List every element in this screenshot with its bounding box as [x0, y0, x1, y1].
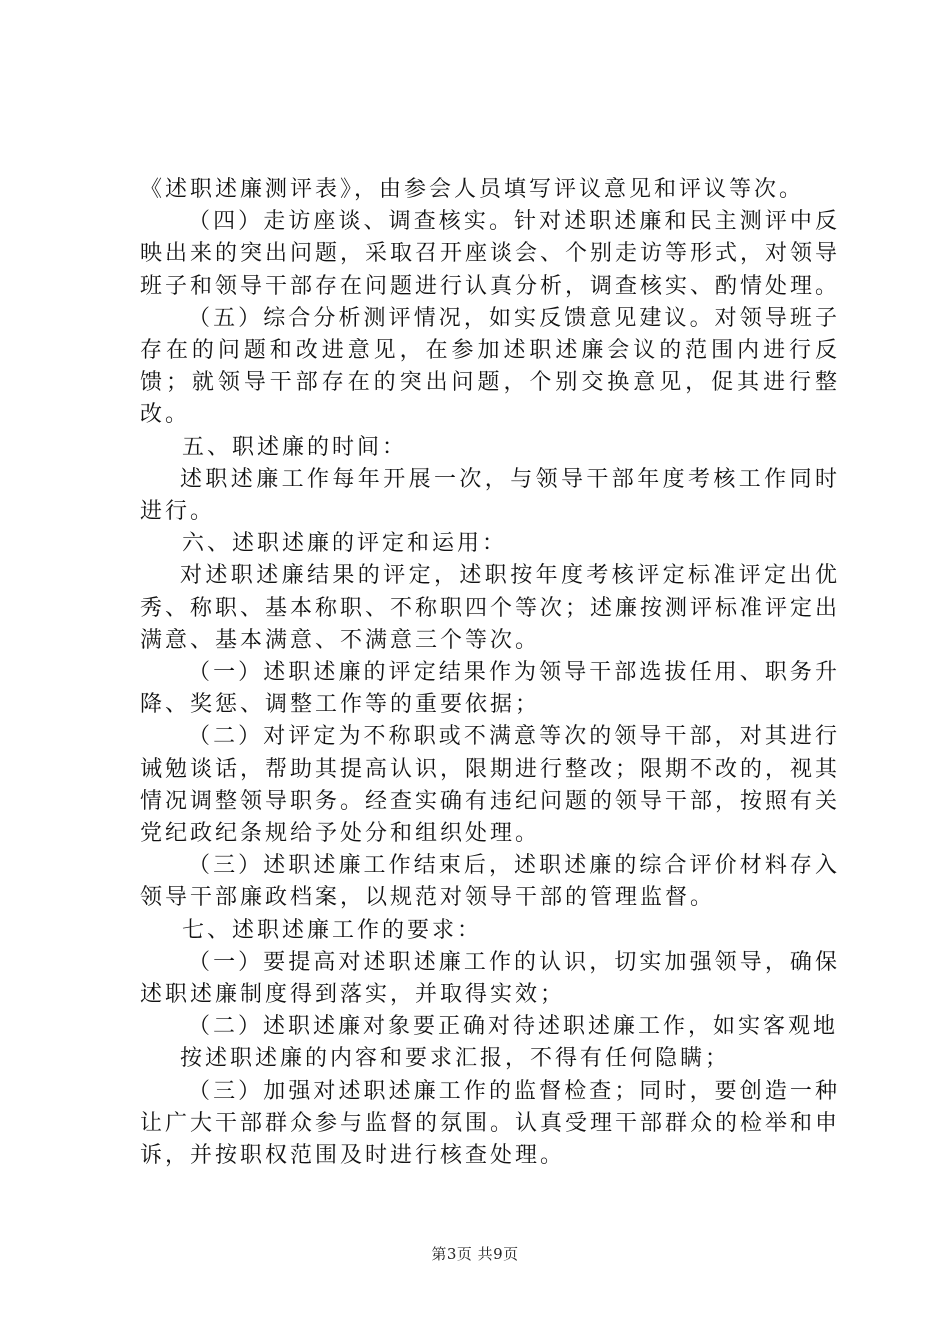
paragraph-5: 述职述廉工作每年开展一次，与领导干部年度考核工作同时进行。 [140, 466, 840, 525]
paragraph-10: （三）述职述廉工作结束后，述职述廉的综合评价材料存入领导干部廉政档案，以规范对领导干部的管理监督。 [140, 853, 840, 911]
page-number-footer: 第3页 共9页 [431, 1245, 519, 1263]
section-heading-5: 五、职述廉的时间： [182, 434, 408, 460]
paragraph-8: （一）述职述廉的评定结果作为领导干部选拔任用、职务升降、奖惩、调整工作等的重要依据； [140, 660, 840, 718]
paragraph-12: （一）要提高对述职述廉工作的认识，切实加强领导，确保述职述廉制度得到落实，并取得实效； [140, 949, 840, 1008]
document-body [140, 174, 840, 1172]
paragraph-14: 按述职述廉的内容和要求汇报，不得有任何隐瞒； [180, 1046, 731, 1072]
paragraph-3: （五）综合分析测评情况，如实反馈意见建议。对领导班子存在的问题和改进意见，在参加述职述廉会议的范围内进行反馈；就领导干部存在的突出问题，个别交换意见，促其进行整改。 [140, 305, 840, 428]
paragraph-9: （二）对评定为不称职或不满意等次的领导干部，对其进行诫勉谈话，帮助其提高认识，限期进行整改；限期不改的，视其情况调整领导职务。经查实确有违纪问题的领导干部，按照有关党纪政纪条规给予处分和组织处理。 [140, 724, 841, 847]
paragraph-13: （二）述职述廉对象要正确对待述职述廉工作，如实客观地 [188, 1014, 839, 1040]
section-heading-7: 七、述职述廉工作的要求： [182, 917, 483, 943]
section-heading-6: 六、述职述廉的评定和运用： [182, 531, 508, 557]
paragraph-2: （四）走访座谈、调查核实。针对述职述廉和民主测评中反映出来的突出问题，采取召开座谈会、个别走访等形式，对领导班子和领导干部存在问题进行认真分析，调查核实、酌情处理。 [140, 209, 841, 299]
paragraph-7: 对述职述廉结果的评定，述职按年度考核评定标准评定出优秀、称职、基本称职、不称职四个等次；述廉按测评标准评定出满意、基本满意、不满意三个等次。 [140, 563, 841, 653]
paragraph-15: （三）加强对述职述廉工作的监督检查；同时，要创造一种让广大干部群众参与监督的氛围。认真受理干部群众的检举和申诉，并按职权范围及时进行核查处理。 [140, 1078, 841, 1169]
paragraph-1: 《述职述廉测评表》，由参会人员填写评议意见和评议等次。 [140, 177, 805, 202]
